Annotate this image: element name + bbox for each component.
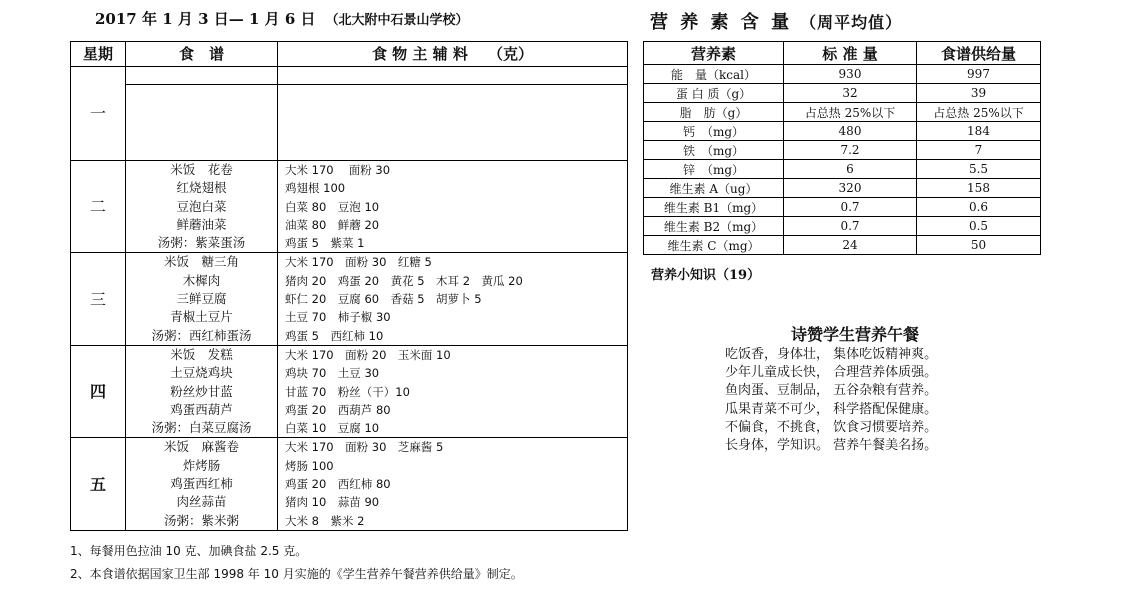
dish-item: 肉丝蒜苗 (176, 494, 227, 510)
standard-value: 0.7 (784, 198, 917, 217)
supply-value: 0.5 (917, 217, 1041, 236)
dish-item: 汤粥：紫菜蛋汤 (157, 235, 246, 251)
menu-row-monday-a (71, 67, 628, 85)
dish-item: 三鲜豆腐 (176, 291, 227, 307)
dish-cell (126, 438, 278, 530)
col-standard: 标 准 量 (784, 42, 917, 65)
weekday-cell: 一 (71, 67, 126, 161)
nutrient-name: 维生素 C（mg） (644, 236, 784, 255)
col-weekday: 星期 (71, 42, 126, 67)
ingredient-item: 白菜 80 豆泡 10 (285, 199, 380, 214)
dish-item: 米饭 花卷 (170, 162, 233, 177)
poem-line: 吃饭香，身体壮， 集体吃饭精神爽。 (725, 347, 938, 362)
standard-value: 占总热 25%以下 (784, 103, 917, 122)
nutrition-row (644, 141, 1041, 160)
dish-cell (126, 161, 278, 253)
ingredient-cell (278, 345, 628, 437)
ingredient-cell (278, 438, 628, 530)
nutrient-name: 脂 肪（g） (644, 103, 784, 122)
nutrition-body (644, 65, 1041, 255)
nutrition-title (650, 8, 902, 34)
ingredient-item: 土豆 70 柿子椒 30 (285, 310, 391, 325)
nutrient-name: 钙 （mg） (644, 122, 784, 141)
ingredient-item: 虾仁 20 豆腐 60 香菇 5 胡萝卜 5 (285, 292, 482, 307)
dish-cell (126, 253, 278, 345)
ingredient-item: 大米 170 面粉 30 (285, 163, 391, 177)
poem-line: 长身体，学知识。 营养午餐美名扬。 (725, 438, 938, 454)
dish-item: 米饭 麻酱卷 (163, 439, 239, 455)
poem-line: 少年儿童成长快， 合理营养体质强。 (725, 365, 938, 381)
col-supply: 食谱供给量 (917, 42, 1041, 65)
menu-title (95, 8, 615, 29)
nutrient-name: 维生素 B1（mg） (644, 198, 784, 217)
supply-value: 5.5 (917, 160, 1041, 179)
ingredient-item: 鸡蛋 5 西红柿 10 (285, 328, 384, 343)
standard-value: 480 (784, 122, 917, 141)
menu-row-day-1 (71, 161, 628, 253)
ingredient-item: 猪肉 20 鸡蛋 20 黄花 5 木耳 2 黄瓜 20 (285, 273, 523, 288)
dish-cell (126, 67, 278, 85)
nutrition-row (644, 179, 1041, 198)
standard-value: 320 (784, 179, 917, 198)
ingredient-item: 白菜 10 豆腐 10 (285, 421, 380, 436)
menu-row-monday-b (71, 85, 628, 161)
nutrition-row (644, 103, 1041, 122)
ingredient-cell (278, 67, 628, 85)
ingredient-item: 鸡蛋 20 西葫芦 80 (285, 402, 391, 417)
standard-value: 0.7 (784, 217, 917, 236)
weekday-cell: 三 (71, 253, 126, 345)
dish-item: 粉丝炒甘蓝 (170, 383, 233, 399)
dish-item: 鲜蘑油菜 (176, 216, 227, 232)
col-nutrient: 营养素 (644, 42, 784, 65)
ingredient-item: 猪肉 10 蒜苗 90 (285, 495, 380, 510)
dish-item: 木樨肉 (182, 272, 221, 288)
poem-line: 瓜果青菜不可少， 科学搭配保健康。 (725, 401, 938, 417)
nutrition-row (644, 198, 1041, 217)
dish-item: 青椒土豆片 (170, 309, 233, 325)
dish-item: 炸烤肠 (182, 457, 221, 473)
ingredient-cell (278, 161, 628, 253)
nutrient-name: 能 量（kcal） (644, 65, 784, 84)
supply-value: 39 (917, 84, 1041, 103)
nutrient-name: 维生素 A（ug） (644, 179, 784, 198)
note-2: 2、本食谱依据国家卫生部 1998 年 10 月实施的《学生营养午餐营养供给量》制定。 (70, 567, 523, 581)
dish-item: 土豆烧鸡块 (170, 365, 233, 381)
nutrient-name: 锌 （mg） (644, 160, 784, 179)
dish-item: 汤粥：紫米粥 (163, 512, 239, 528)
dish-cell (126, 85, 278, 161)
standard-value: 7.2 (784, 141, 917, 160)
menu-date-range: 2017 年 1 月 3 日— 1 月 6 日 (95, 10, 316, 28)
nutrition-subtitle: （周平均值） (800, 13, 903, 32)
dish-cell (126, 345, 278, 437)
standard-value: 6 (784, 160, 917, 179)
nutrient-name: 铁 （mg） (644, 141, 784, 160)
poem-line: 鱼肉蛋、豆制品， 五谷杂粮有营养。 (725, 383, 938, 399)
supply-value: 997 (917, 65, 1041, 84)
standard-value: 32 (784, 84, 917, 103)
ingredient-cell (278, 253, 628, 345)
ingredient-item: 大米 170 面粉 30 芝麻酱 5 (285, 440, 444, 455)
menu-row-day-3 (71, 345, 628, 437)
ingredient-item: 大米 170 面粉 30 红糖 5 (285, 255, 432, 270)
note-1: 1、每餐用色拉油 10 克、加碘食盐 2.5 克。 (70, 544, 308, 558)
ingredient-item: 大米 8 紫米 2 (285, 513, 365, 528)
ingredient-item: 鸡块 70 土豆 30 (285, 366, 380, 381)
ingredient-item: 烤肠 100 (285, 458, 334, 473)
supply-value: 0.6 (917, 198, 1041, 217)
dish-item: 米饭 发糕 (170, 346, 233, 362)
supply-value: 7 (917, 141, 1041, 160)
ingredient-item: 鸡翅根 100 (285, 181, 346, 196)
weekday-cell: 二 (71, 161, 126, 253)
nutrition-knowledge-label: 营养小知识（19） (651, 268, 761, 283)
menu-row-day-2 (71, 253, 628, 345)
dish-item: 红烧翅根 (176, 180, 227, 196)
nutrition-row (644, 84, 1041, 103)
ingredient-item: 大米 170 面粉 20 玉米面 10 (285, 347, 451, 362)
ingredient-item: 油菜 80 鲜蘑 20 (285, 217, 380, 232)
weekly-menu-table (70, 41, 628, 531)
nutrition-header-row (644, 42, 1041, 65)
supply-value: 158 (917, 179, 1041, 198)
supply-value: 50 (917, 236, 1041, 255)
dish-item: 鸡蛋西葫芦 (170, 401, 233, 417)
dish-item: 豆泡白菜 (176, 198, 227, 214)
ingredient-item: 鸡蛋 5 紫菜 1 (285, 236, 365, 251)
poem-body (725, 346, 937, 455)
col-menu: 食 谱 (126, 42, 278, 67)
nutrient-name: 维生素 B2（mg） (644, 217, 784, 236)
col-ingredients: 食 物 主 辅 料 （克） (278, 42, 628, 67)
nutrition-row (644, 160, 1041, 179)
poem-line: 不偏食，不挑食， 饮食习惯要培养。 (725, 419, 938, 435)
supply-value: 占总热 25%以下 (917, 103, 1041, 122)
dish-item: 汤粥：白菜豆腐汤 (151, 420, 252, 436)
weekday-cell: 五 (71, 438, 126, 530)
dish-item: 鸡蛋西红柿 (170, 476, 233, 492)
nutrition-row (644, 122, 1041, 141)
ingredient-cell (278, 85, 628, 161)
nutrition-table (643, 41, 1041, 255)
ingredient-item: 鸡蛋 20 西红柿 80 (285, 477, 391, 492)
nutrient-name: 蛋 白 质（g） (644, 84, 784, 103)
weekday-cell: 四 (71, 345, 126, 437)
nutrition-row (644, 236, 1041, 255)
dish-item: 米饭 糖三角 (163, 254, 239, 270)
nutrition-heading: 营 养 素 含 量 (650, 12, 793, 33)
dish-item: 汤粥：西红柿蛋汤 (151, 327, 252, 343)
nutrition-row (644, 217, 1041, 236)
supply-value: 184 (917, 122, 1041, 141)
ingredient-item: 甘蓝 70 粉丝（干）10 (285, 384, 410, 399)
nutrition-row (644, 65, 1041, 84)
standard-value: 930 (784, 65, 917, 84)
menu-header-row (71, 42, 628, 67)
school-name: （北大附中石景山学校） (325, 13, 469, 28)
menu-body (71, 67, 628, 531)
menu-row-day-4 (71, 438, 628, 530)
poem-title: 诗赞学生营养午餐 (790, 325, 919, 344)
standard-value: 24 (784, 236, 917, 255)
